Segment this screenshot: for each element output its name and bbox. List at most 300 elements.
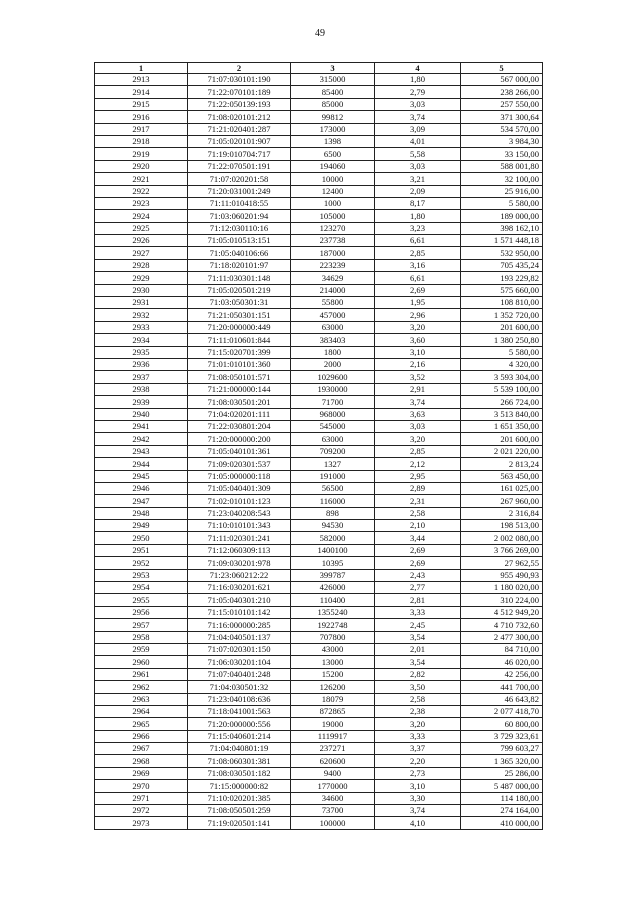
row-number-cell: 2931: [95, 297, 188, 309]
row-number-cell: 2946: [95, 482, 188, 494]
table-row: [95, 346, 543, 358]
table-row: [95, 805, 543, 817]
cadastral-value-cell: 2 077 418,70: [461, 705, 543, 717]
specific-value-cell: 8,17: [375, 197, 461, 209]
table-row: [95, 656, 543, 668]
row-number-cell: 2963: [95, 693, 188, 705]
area-cell: 545000: [291, 420, 375, 432]
specific-value-cell: 3,30: [375, 792, 461, 804]
specific-value-cell: 2,95: [375, 470, 461, 482]
cadastral-value-cell: 2 477 300,00: [461, 631, 543, 643]
cadastral-number-cell: 71:04:030501:32: [188, 681, 291, 693]
row-number-cell: 2973: [95, 817, 188, 829]
cadastral-value-cell: 532 950,00: [461, 247, 543, 259]
area-cell: 399787: [291, 569, 375, 581]
column-header-5: 5: [461, 63, 543, 74]
row-number-cell: 2960: [95, 656, 188, 668]
specific-value-cell: 2,85: [375, 247, 461, 259]
cadastral-value-cell: 534 570,00: [461, 123, 543, 135]
specific-value-cell: 1,80: [375, 74, 461, 86]
row-number-cell: 2934: [95, 334, 188, 346]
cadastral-value-cell: 266 724,00: [461, 396, 543, 408]
area-cell: 110400: [291, 594, 375, 606]
row-number-cell: 2958: [95, 631, 188, 643]
row-number-cell: 2970: [95, 780, 188, 792]
row-number-cell: 2956: [95, 606, 188, 618]
cadastral-number-cell: 71:21:000000:144: [188, 383, 291, 395]
cadastral-value-cell: 267 960,00: [461, 495, 543, 507]
cadastral-value-cell: 310 224,00: [461, 594, 543, 606]
cadastral-number-cell: 71:11:020301:241: [188, 532, 291, 544]
cadastral-value-cell: 799 603,27: [461, 743, 543, 755]
row-number-cell: 2957: [95, 619, 188, 631]
table-row: [95, 135, 543, 147]
area-cell: 194060: [291, 160, 375, 172]
cadastral-number-cell: 71:08:020101:212: [188, 111, 291, 123]
specific-value-cell: 1,95: [375, 297, 461, 309]
cadastral-number-cell: 71:21:050301:151: [188, 309, 291, 321]
specific-value-cell: 2,58: [375, 507, 461, 519]
cadastral-value-cell: 5 580,00: [461, 197, 543, 209]
cadastral-number-cell: 71:15:020701:399: [188, 346, 291, 358]
cadastral-number-cell: 71:05:010513:151: [188, 235, 291, 247]
cadastral-value-cell: 108 810,00: [461, 297, 543, 309]
cadastral-number-cell: 71:08:060301:381: [188, 755, 291, 767]
area-cell: 43000: [291, 643, 375, 655]
area-cell: 426000: [291, 582, 375, 594]
specific-value-cell: 2,01: [375, 643, 461, 655]
area-cell: 10395: [291, 557, 375, 569]
table-row: [95, 482, 543, 494]
cadastral-number-cell: 71:20:000000:449: [188, 321, 291, 333]
area-cell: 56500: [291, 482, 375, 494]
cadastral-number-cell: 71:08:030501:182: [188, 767, 291, 779]
specific-value-cell: 2,85: [375, 445, 461, 457]
specific-value-cell: 6,61: [375, 235, 461, 247]
row-number-cell: 2924: [95, 210, 188, 222]
cadastral-number-cell: 71:22:050139:193: [188, 98, 291, 110]
specific-value-cell: 3,20: [375, 718, 461, 730]
cadastral-number-cell: 71:07:020301:150: [188, 643, 291, 655]
row-number-cell: 2952: [95, 557, 188, 569]
area-cell: 73700: [291, 805, 375, 817]
table-row: [95, 408, 543, 420]
row-number-cell: 2925: [95, 222, 188, 234]
specific-value-cell: 3,03: [375, 98, 461, 110]
cadastral-number-cell: 71:05:040101:361: [188, 445, 291, 457]
area-cell: 707800: [291, 631, 375, 643]
column-header-4: 4: [375, 63, 461, 74]
cadastral-number-cell: 71:20:000000:556: [188, 718, 291, 730]
area-cell: 1400100: [291, 544, 375, 556]
row-number-cell: 2918: [95, 135, 188, 147]
cadastral-value-cell: 2 021 220,00: [461, 445, 543, 457]
cadastral-number-cell: 71:08:030501:201: [188, 396, 291, 408]
row-number-cell: 2927: [95, 247, 188, 259]
table-row: [95, 309, 543, 321]
area-cell: 71700: [291, 396, 375, 408]
cadastral-number-cell: 71:05:000000:118: [188, 470, 291, 482]
area-cell: 19000: [291, 718, 375, 730]
specific-value-cell: 2,89: [375, 482, 461, 494]
row-number-cell: 2915: [95, 98, 188, 110]
row-number-cell: 2941: [95, 420, 188, 432]
cadastral-value-cell: 84 710,00: [461, 643, 543, 655]
table-row: [95, 247, 543, 259]
specific-value-cell: 2,79: [375, 86, 461, 98]
specific-value-cell: 2,82: [375, 668, 461, 680]
table-row: [95, 755, 543, 767]
specific-value-cell: 3,23: [375, 222, 461, 234]
cadastral-number-cell: 71:23:040208:543: [188, 507, 291, 519]
specific-value-cell: 2,45: [375, 619, 461, 631]
specific-value-cell: 2,69: [375, 544, 461, 556]
cadastral-number-cell: 71:19:020501:141: [188, 817, 291, 829]
row-number-cell: 2937: [95, 371, 188, 383]
area-cell: 898: [291, 507, 375, 519]
cadastral-value-cell: 46 020,00: [461, 656, 543, 668]
table-row: [95, 693, 543, 705]
table-row: [95, 272, 543, 284]
cadastral-number-cell: 71:05:020101:907: [188, 135, 291, 147]
table-row: [95, 297, 543, 309]
cadastral-value-cell: 2 002 080,00: [461, 532, 543, 544]
cadastral-value-cell: 1 180 020,00: [461, 582, 543, 594]
row-number-cell: 2921: [95, 173, 188, 185]
row-number-cell: 2953: [95, 569, 188, 581]
area-cell: 99812: [291, 111, 375, 123]
area-cell: 187000: [291, 247, 375, 259]
area-cell: 13000: [291, 656, 375, 668]
area-cell: 100000: [291, 817, 375, 829]
table-row: [95, 210, 543, 222]
row-number-cell: 2967: [95, 743, 188, 755]
area-cell: 15200: [291, 668, 375, 680]
cadastral-number-cell: 71:10:020201:385: [188, 792, 291, 804]
cadastral-value-cell: 1 352 720,00: [461, 309, 543, 321]
table-row: [95, 98, 543, 110]
cadastral-value-cell: 201 600,00: [461, 433, 543, 445]
table-row: [95, 86, 543, 98]
cadastral-number-cell: 71:03:050301:31: [188, 297, 291, 309]
row-number-cell: 2962: [95, 681, 188, 693]
specific-value-cell: 3,33: [375, 606, 461, 618]
cadastral-value-cell: 441 700,00: [461, 681, 543, 693]
specific-value-cell: 6,61: [375, 272, 461, 284]
row-number-cell: 2940: [95, 408, 188, 420]
table-row: [95, 321, 543, 333]
table-row: [95, 148, 543, 160]
table-row: [95, 284, 543, 296]
row-number-cell: 2929: [95, 272, 188, 284]
table-row: [95, 606, 543, 618]
row-number-cell: 2939: [95, 396, 188, 408]
cadastral-value-cell: 3 593 304,00: [461, 371, 543, 383]
table-row: [95, 160, 543, 172]
cadastral-value-cell: 3 513 840,00: [461, 408, 543, 420]
cadastral-value-cell: 3 984,30: [461, 135, 543, 147]
specific-value-cell: 3,60: [375, 334, 461, 346]
row-number-cell: 2964: [95, 705, 188, 717]
area-cell: 237738: [291, 235, 375, 247]
cadastral-number-cell: 71:23:060212:22: [188, 569, 291, 581]
specific-value-cell: 3,74: [375, 111, 461, 123]
table-row: [95, 705, 543, 717]
cadastral-number-cell: 71:02:010101:123: [188, 495, 291, 507]
specific-value-cell: 4,01: [375, 135, 461, 147]
row-number-cell: 2947: [95, 495, 188, 507]
area-cell: 18079: [291, 693, 375, 705]
cadastral-number-cell: 71:18:020101:97: [188, 259, 291, 271]
area-cell: 1327: [291, 458, 375, 470]
row-number-cell: 2969: [95, 767, 188, 779]
cadastral-value-cell: 2 813,24: [461, 458, 543, 470]
row-number-cell: 2923: [95, 197, 188, 209]
area-cell: 1800: [291, 346, 375, 358]
cadastral-number-cell: 71:22:030801:204: [188, 420, 291, 432]
specific-value-cell: 3,20: [375, 321, 461, 333]
row-number-cell: 2945: [95, 470, 188, 482]
row-number-cell: 2922: [95, 185, 188, 197]
specific-value-cell: 3,54: [375, 631, 461, 643]
row-number-cell: 2943: [95, 445, 188, 457]
specific-value-cell: 2,69: [375, 284, 461, 296]
cadastral-value-cell: 588 001,80: [461, 160, 543, 172]
area-cell: 6500: [291, 148, 375, 160]
specific-value-cell: 2,31: [375, 495, 461, 507]
cadastral-number-cell: 71:15:010101:142: [188, 606, 291, 618]
specific-value-cell: 2,58: [375, 693, 461, 705]
cadastral-number-cell: 71:05:020501:219: [188, 284, 291, 296]
area-cell: 94530: [291, 520, 375, 532]
table-row: [95, 557, 543, 569]
row-number-cell: 2926: [95, 235, 188, 247]
specific-value-cell: 2,73: [375, 767, 461, 779]
area-cell: 10000: [291, 173, 375, 185]
cadastral-number-cell: 71:11:010601:844: [188, 334, 291, 346]
area-cell: 1000: [291, 197, 375, 209]
area-cell: 63000: [291, 321, 375, 333]
specific-value-cell: 2,09: [375, 185, 461, 197]
cadastral-number-cell: 71:04:040801:19: [188, 743, 291, 755]
cadastral-value-cell: 4 710 732,60: [461, 619, 543, 631]
cadastral-number-cell: 71:07:020201:58: [188, 173, 291, 185]
area-cell: 12400: [291, 185, 375, 197]
specific-value-cell: 3,44: [375, 532, 461, 544]
specific-value-cell: 3,37: [375, 743, 461, 755]
cadastral-value-cell: 60 800,00: [461, 718, 543, 730]
area-cell: 1770000: [291, 780, 375, 792]
area-cell: 968000: [291, 408, 375, 420]
cadastral-value-cell: 567 000,00: [461, 74, 543, 86]
table-row: [95, 767, 543, 779]
table-row: [95, 383, 543, 395]
cadastral-number-cell: 71:01:010101:360: [188, 358, 291, 370]
cadastral-number-cell: 71:16:000000:285: [188, 619, 291, 631]
page-number: 49: [315, 28, 325, 39]
row-number-cell: 2971: [95, 792, 188, 804]
cadastral-number-cell: 71:11:010418:55: [188, 197, 291, 209]
cadastral-value-cell: 1 571 448,18: [461, 235, 543, 247]
area-cell: 126200: [291, 681, 375, 693]
cadastral-number-cell: 71:09:030201:978: [188, 557, 291, 569]
table-row: [95, 197, 543, 209]
area-cell: 1355240: [291, 606, 375, 618]
area-cell: 709200: [291, 445, 375, 457]
cadastral-value-cell: 1 365 320,00: [461, 755, 543, 767]
table-row: [95, 631, 543, 643]
area-cell: 2000: [291, 358, 375, 370]
specific-value-cell: 2,91: [375, 383, 461, 395]
cadastral-value-cell: 201 600,00: [461, 321, 543, 333]
table-row: [95, 817, 543, 829]
cadastral-number-cell: 71:20:000000:200: [188, 433, 291, 445]
row-number-cell: 2942: [95, 433, 188, 445]
table-row: [95, 594, 543, 606]
specific-value-cell: 3,10: [375, 346, 461, 358]
cadastral-number-cell: 71:08:050101:571: [188, 371, 291, 383]
area-cell: 582000: [291, 532, 375, 544]
cadastral-value-cell: 563 450,00: [461, 470, 543, 482]
row-number-cell: 2917: [95, 123, 188, 135]
table-row: [95, 358, 543, 370]
cadastral-value-cell: 371 300,64: [461, 111, 543, 123]
area-cell: 315000: [291, 74, 375, 86]
table-row: [95, 792, 543, 804]
cadastral-value-cell: 257 550,00: [461, 98, 543, 110]
specific-value-cell: 2,38: [375, 705, 461, 717]
specific-value-cell: 3,21: [375, 173, 461, 185]
table-row: [95, 259, 543, 271]
cadastral-value-cell: 198 513,00: [461, 520, 543, 532]
row-number-cell: 2916: [95, 111, 188, 123]
cadastral-value-cell: 189 000,00: [461, 210, 543, 222]
area-cell: 105000: [291, 210, 375, 222]
cadastral-number-cell: 71:10:010101:343: [188, 520, 291, 532]
area-cell: 34629: [291, 272, 375, 284]
specific-value-cell: 3,09: [375, 123, 461, 135]
cadastral-value-cell: 5 539 100,00: [461, 383, 543, 395]
specific-value-cell: 2,81: [375, 594, 461, 606]
cadastral-value-cell: 193 229,82: [461, 272, 543, 284]
cadastral-number-cell: 71:06:030201:104: [188, 656, 291, 668]
table-row: [95, 780, 543, 792]
specific-value-cell: 3,74: [375, 805, 461, 817]
cadastral-value-cell: 1 380 250,80: [461, 334, 543, 346]
table-row: [95, 668, 543, 680]
cadastral-number-cell: 71:08:050501:259: [188, 805, 291, 817]
cadastral-value-cell: 32 100,00: [461, 173, 543, 185]
specific-value-cell: 2,69: [375, 557, 461, 569]
row-number-cell: 2919: [95, 148, 188, 160]
specific-value-cell: 4,10: [375, 817, 461, 829]
cadastral-value-cell: 705 435,24: [461, 259, 543, 271]
row-number-cell: 2961: [95, 668, 188, 680]
cadastral-value-cell: 27 962,55: [461, 557, 543, 569]
table-row: [95, 74, 543, 86]
row-number-cell: 2913: [95, 74, 188, 86]
table-row: [95, 235, 543, 247]
cadastral-number-cell: 71:07:030101:190: [188, 74, 291, 86]
table-row: [95, 730, 543, 742]
cadastral-value-cell: 4 320,00: [461, 358, 543, 370]
area-cell: 1119917: [291, 730, 375, 742]
table-row: [95, 532, 543, 544]
area-cell: 620600: [291, 755, 375, 767]
cadastral-number-cell: 71:20:031001:249: [188, 185, 291, 197]
table-row: [95, 470, 543, 482]
table-row: [95, 433, 543, 445]
specific-value-cell: 2,43: [375, 569, 461, 581]
cadastral-value-cell: 161 025,00: [461, 482, 543, 494]
specific-value-cell: 3,10: [375, 780, 461, 792]
row-number-cell: 2949: [95, 520, 188, 532]
table-row: [95, 420, 543, 432]
area-cell: 457000: [291, 309, 375, 321]
table-row: [95, 643, 543, 655]
cadastral-value-cell: 238 266,00: [461, 86, 543, 98]
row-number-cell: 2935: [95, 346, 188, 358]
row-number-cell: 2932: [95, 309, 188, 321]
cadastral-value-cell: 25 916,00: [461, 185, 543, 197]
cadastral-number-cell: 71:21:020401:287: [188, 123, 291, 135]
table-row: [95, 371, 543, 383]
table-row: [95, 569, 543, 581]
row-number-cell: 2914: [95, 86, 188, 98]
table-row: [95, 582, 543, 594]
cadastral-value-cell: 398 162,10: [461, 222, 543, 234]
table-row: [95, 396, 543, 408]
area-cell: 1029600: [291, 371, 375, 383]
specific-value-cell: 5,58: [375, 148, 461, 160]
table-body: [95, 74, 543, 830]
cadastral-number-cell: 71:05:040301:210: [188, 594, 291, 606]
cadastral-number-cell: 71:05:040106:66: [188, 247, 291, 259]
row-number-cell: 2944: [95, 458, 188, 470]
cadastral-value-cell: 575 660,00: [461, 284, 543, 296]
cadastral-value-cell: 3 766 269,00: [461, 544, 543, 556]
cadastral-number-cell: 71:16:030201:621: [188, 582, 291, 594]
cadastral-number-cell: 71:04:020201:111: [188, 408, 291, 420]
area-cell: 173000: [291, 123, 375, 135]
table-header: [95, 63, 543, 74]
area-cell: 872865: [291, 705, 375, 717]
table-row: [95, 123, 543, 135]
table-row: [95, 681, 543, 693]
row-number-cell: 2951: [95, 544, 188, 556]
row-number-cell: 2920: [95, 160, 188, 172]
cadastral-value-cell: 3 729 323,61: [461, 730, 543, 742]
table-row: [95, 495, 543, 507]
cadastral-value-cell: 46 643,82: [461, 693, 543, 705]
area-cell: 1922748: [291, 619, 375, 631]
cadastral-number-cell: 71:18:041001:563: [188, 705, 291, 717]
row-number-cell: 2938: [95, 383, 188, 395]
area-cell: 1398: [291, 135, 375, 147]
cadastral-value-cell: 2 316,84: [461, 507, 543, 519]
cadastral-number-cell: 71:11:030301:148: [188, 272, 291, 284]
row-number-cell: 2928: [95, 259, 188, 271]
specific-value-cell: 1,80: [375, 210, 461, 222]
row-number-cell: 2968: [95, 755, 188, 767]
table-row: [95, 520, 543, 532]
row-number-cell: 2966: [95, 730, 188, 742]
table-row: [95, 458, 543, 470]
area-cell: 63000: [291, 433, 375, 445]
cadastral-value-cell: 114 180,00: [461, 792, 543, 804]
cadastral-number-cell: 71:03:060201:94: [188, 210, 291, 222]
row-number-cell: 2959: [95, 643, 188, 655]
